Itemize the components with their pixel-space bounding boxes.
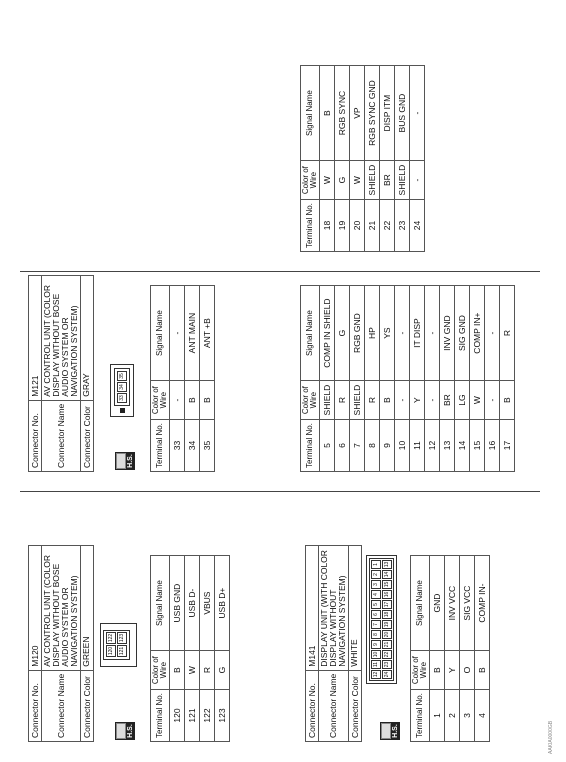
- column-header: Color of Wire: [151, 651, 170, 690]
- terminal-no: 14: [455, 420, 470, 472]
- terminal-no: 24: [410, 200, 425, 252]
- terminal-no: 4: [475, 690, 490, 742]
- signal-name: VBUS: [200, 556, 215, 651]
- terminal-no: 13: [440, 420, 455, 472]
- terminal-no: 18: [320, 200, 335, 252]
- table-row: [485, 286, 500, 472]
- wire-color: B: [475, 651, 490, 690]
- connector-m120-header: [28, 545, 94, 742]
- pin: 16: [384, 591, 390, 598]
- terminal-no: 23: [395, 200, 410, 252]
- label: Connector Color: [348, 670, 361, 741]
- wire-color: W: [350, 161, 365, 200]
- connector-color: GREEN: [80, 545, 93, 670]
- label: Connector Name: [42, 670, 81, 741]
- wire-color: -: [485, 381, 500, 420]
- terminal-no: 1: [430, 690, 445, 742]
- table-row: [185, 286, 200, 472]
- pin: 9: [371, 640, 381, 649]
- wire-color: B: [430, 651, 445, 690]
- wire-color: -: [170, 381, 185, 420]
- table-row: [335, 286, 350, 472]
- terminal-no: 17: [500, 420, 515, 472]
- hs-icon: H.S.: [115, 452, 135, 470]
- column-header: Color of Wire: [411, 651, 430, 690]
- signal-name: USB GND: [170, 556, 185, 651]
- terminal-no: 120: [170, 690, 185, 742]
- wire-color: -: [395, 381, 410, 420]
- signal-name: YS: [380, 286, 395, 381]
- table-row: [430, 556, 445, 742]
- connector-m120-table: [150, 555, 230, 742]
- terminal-no: 33: [170, 420, 185, 472]
- wire-color: R: [200, 651, 215, 690]
- table-row: [215, 556, 230, 742]
- signal-name: ANT MAIN: [185, 286, 200, 381]
- pin: 33: [117, 393, 127, 403]
- pin: 24: [384, 671, 390, 678]
- pin: 20: [384, 631, 390, 638]
- wire-color: SHIELD: [365, 161, 380, 200]
- column-header: Terminal No.: [301, 200, 320, 252]
- table-row: [365, 286, 380, 472]
- table-row: [350, 66, 365, 252]
- table-row: [395, 66, 410, 252]
- signal-name: R: [500, 286, 515, 381]
- signal-name: BUS GND: [395, 66, 410, 161]
- terminal-no: 122: [200, 690, 215, 742]
- wire-color: W: [470, 381, 485, 420]
- signal-name: RGB GND: [350, 286, 365, 381]
- wire-color: B: [200, 381, 215, 420]
- column-header: Signal Name: [151, 556, 170, 651]
- pin: 10: [373, 651, 379, 658]
- column-header: Signal Name: [151, 286, 170, 381]
- table-row: [380, 286, 395, 472]
- wire-color: BR: [440, 381, 455, 420]
- table-row: [475, 556, 490, 742]
- connector-name: AV CONTROL UNIT (COLOR DISPLAY WITHOUT BOSE AUDIO SYSTEM OR NAVIGATION SYSTEM): [42, 545, 81, 670]
- signal-name: HP: [365, 286, 380, 381]
- label: Connector Name: [42, 400, 81, 471]
- figure-code: AAKIA0000GB: [548, 720, 554, 754]
- column-header: Terminal No.: [151, 690, 170, 742]
- terminal-no: 3: [460, 690, 475, 742]
- terminal-no: 9: [380, 420, 395, 472]
- wire-color: B: [500, 381, 515, 420]
- pin: 35: [117, 371, 127, 381]
- connector-m120-diagram: [100, 623, 137, 667]
- column-divider: [20, 271, 540, 272]
- connector-no: M120: [29, 545, 42, 670]
- terminal-no: 6: [335, 420, 350, 472]
- table-row: [170, 286, 185, 472]
- label: Connector No.: [306, 670, 319, 741]
- table-row: [350, 286, 365, 472]
- signal-name: COMP IN+: [470, 286, 485, 381]
- column-header: Signal Name: [301, 286, 320, 381]
- wire-color: W: [320, 161, 335, 200]
- table-row: [335, 66, 350, 252]
- wire-color: B: [170, 651, 185, 690]
- pin: 21: [384, 641, 390, 648]
- pin: 17: [384, 601, 390, 608]
- pin: 18: [384, 611, 390, 618]
- terminal-no: 5: [320, 420, 335, 472]
- pin: 4: [371, 590, 381, 599]
- terminal-no: 2: [445, 690, 460, 742]
- pin: 121: [119, 646, 125, 656]
- signal-name: IT DISP: [410, 286, 425, 381]
- pin: 13: [384, 561, 390, 568]
- wire-color: SHIELD: [320, 381, 335, 420]
- connector-no: M141: [306, 545, 319, 670]
- table-row: [410, 66, 425, 252]
- table-row: [200, 556, 215, 742]
- signal-name: RGB SYNC: [335, 66, 350, 161]
- terminal-no: 35: [200, 420, 215, 472]
- terminal-no: 34: [185, 420, 200, 472]
- wire-color: Y: [410, 381, 425, 420]
- connector-name: DISPLAY UNIT (WITH COLOR DISPLAY WITHOUT NAVIGATION SYSTEM): [319, 545, 349, 670]
- signal-name: COMP IN-: [475, 556, 490, 651]
- label: Connector Color: [80, 400, 93, 471]
- signal-name: INV GND: [440, 286, 455, 381]
- wire-color: W: [185, 651, 200, 690]
- terminal-no: 15: [470, 420, 485, 472]
- pin: 23: [384, 661, 390, 668]
- wire-color: BR: [380, 161, 395, 200]
- terminal-no: 121: [185, 690, 200, 742]
- column-header: Signal Name: [301, 66, 320, 161]
- terminal-no: 22: [380, 200, 395, 252]
- terminal-no: 16: [485, 420, 500, 472]
- column-header: Terminal No.: [411, 690, 430, 742]
- pin: 123: [119, 633, 125, 643]
- table-row: [170, 556, 185, 742]
- wire-color: B: [380, 381, 395, 420]
- connector-m141-table-cont2: [300, 65, 425, 252]
- pin: 34: [117, 382, 127, 392]
- table-row: [380, 66, 395, 252]
- signal-name: -: [425, 286, 440, 381]
- column-header: Signal Name: [411, 556, 430, 651]
- terminal-no: 11: [410, 420, 425, 472]
- pin: 15: [384, 581, 390, 588]
- terminal-no: 20: [350, 200, 365, 252]
- signal-name: SIG VCC: [460, 556, 475, 651]
- wire-color: -: [425, 381, 440, 420]
- wire-color: R: [335, 381, 350, 420]
- pin: 7: [371, 620, 381, 629]
- pin: 14: [384, 571, 390, 578]
- table-row: [200, 286, 215, 472]
- table-row: [455, 286, 470, 472]
- wire-color: B: [185, 381, 200, 420]
- hs-icon: H.S.: [380, 722, 400, 740]
- pin: 6: [371, 610, 381, 619]
- label: Connector No.: [29, 400, 42, 471]
- pin: 3: [371, 580, 381, 589]
- pin: 12: [373, 671, 379, 678]
- column-header: Color of Wire: [301, 161, 320, 200]
- pin: 122: [108, 633, 114, 643]
- column-header: Terminal No.: [301, 420, 320, 472]
- signal-name: USB D+: [215, 556, 230, 651]
- wire-color: R: [365, 381, 380, 420]
- column-divider: [20, 491, 540, 492]
- terminal-no: 19: [335, 200, 350, 252]
- connector-m141-table-cont: [300, 285, 515, 472]
- signal-name: -: [170, 286, 185, 381]
- table-row: [185, 556, 200, 742]
- pin: 1: [371, 560, 381, 569]
- terminal-no: 10: [395, 420, 410, 472]
- wire-color: O: [460, 651, 475, 690]
- pin: 5: [371, 600, 381, 609]
- signal-name: DISP ITM: [380, 66, 395, 161]
- signal-name: -: [410, 66, 425, 161]
- table-row: [460, 556, 475, 742]
- table-row: [470, 286, 485, 472]
- connector-color: WHITE: [348, 545, 361, 670]
- connector-no: M121: [29, 275, 42, 400]
- terminal-no: 8: [365, 420, 380, 472]
- signal-name: -: [485, 286, 500, 381]
- terminal-no: 21: [365, 200, 380, 252]
- signal-name: G: [335, 286, 350, 381]
- hs-icon: H.S.: [115, 722, 135, 740]
- table-row: [500, 286, 515, 472]
- signal-name: COMP IN SHIELD: [320, 286, 335, 381]
- pin: 22: [384, 651, 390, 658]
- connector-m141-diagram: [366, 555, 397, 684]
- connector-name: AV CONTROL UNIT (COLOR DISPLAY WITHOUT BOSE AUDIO SYSTEM OR NAVIGATION SYSTEM): [42, 275, 81, 400]
- signal-name: -: [395, 286, 410, 381]
- pin: 8: [371, 630, 381, 639]
- column-header: Color of Wire: [151, 381, 170, 420]
- table-row: [440, 286, 455, 472]
- wire-color: G: [215, 651, 230, 690]
- connector-m141-header: [305, 545, 362, 742]
- label: Connector No.: [29, 670, 42, 741]
- terminal-no: 123: [215, 690, 230, 742]
- column-header: Terminal No.: [151, 420, 170, 472]
- signal-name: VP: [350, 66, 365, 161]
- wire-color: G: [335, 161, 350, 200]
- table-row: [410, 286, 425, 472]
- signal-name: INV VCC: [445, 556, 460, 651]
- wire-color: SHIELD: [395, 161, 410, 200]
- connector-m121-header: [28, 275, 94, 472]
- column-header: Color of Wire: [301, 381, 320, 420]
- wire-color: -: [410, 161, 425, 200]
- terminal-no: 12: [425, 420, 440, 472]
- connector-m141-table: [410, 555, 490, 742]
- signal-name: B: [320, 66, 335, 161]
- terminal-no: 7: [350, 420, 365, 472]
- table-row: [320, 66, 335, 252]
- signal-name: ANT +B: [200, 286, 215, 381]
- pin: 2: [371, 570, 381, 579]
- connector-m121-diagram: [110, 364, 134, 417]
- pin: 11: [373, 661, 379, 668]
- table-row: [425, 286, 440, 472]
- table-row: [320, 286, 335, 472]
- pin: 120: [108, 646, 114, 656]
- pin: 19: [384, 621, 390, 628]
- table-row: [395, 286, 410, 472]
- connector-m121-table: [150, 285, 215, 472]
- label: Connector Color: [80, 670, 93, 741]
- wire-color: SHIELD: [350, 381, 365, 420]
- signal-name: GND: [430, 556, 445, 651]
- table-row: [365, 66, 380, 252]
- connector-color: GRAY: [80, 275, 93, 400]
- table-row: [445, 556, 460, 742]
- signal-name: RGB SYNC GND: [365, 66, 380, 161]
- signal-name: USB D-: [185, 556, 200, 651]
- wire-color: Y: [445, 651, 460, 690]
- signal-name: SIG GND: [455, 286, 470, 381]
- wire-color: LG: [455, 381, 470, 420]
- label: Connector Name: [319, 670, 349, 741]
